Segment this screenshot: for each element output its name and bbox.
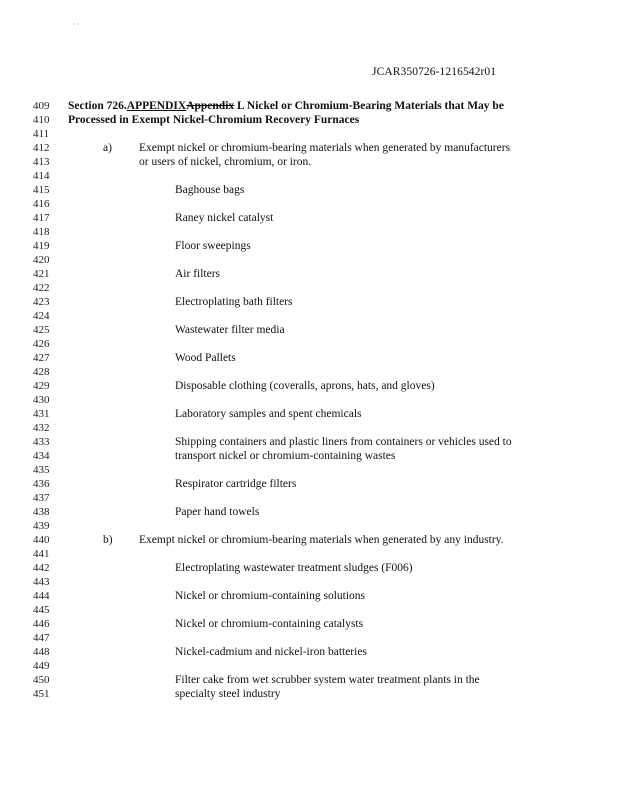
line-number: 420 bbox=[33, 254, 50, 266]
section-title-line2: Processed in Exempt Nickel-Chromium Recovery Furnaces bbox=[68, 114, 360, 126]
line-number: 430 bbox=[33, 394, 50, 406]
line-number: 449 bbox=[33, 660, 50, 672]
list-item: Paper hand towels bbox=[175, 506, 260, 518]
line-number: 439 bbox=[33, 520, 50, 532]
list-item: Raney nickel catalyst bbox=[175, 212, 274, 224]
line-number: 447 bbox=[33, 632, 50, 644]
line-number: 435 bbox=[33, 464, 50, 476]
list-item: Baghouse bags bbox=[175, 184, 245, 196]
list-item-filter-line1: Filter cake from wet scrubber system water treatment plants in the bbox=[175, 674, 480, 686]
line-number: 415 bbox=[33, 184, 50, 196]
line-number: 418 bbox=[33, 226, 50, 238]
line-number: 438 bbox=[33, 506, 50, 518]
section-title bbox=[68, 100, 504, 112]
list-item: Wood Pallets bbox=[175, 352, 236, 364]
section-a-intro-line1: Exempt nickel or chromium-bearing materials when generated by manufacturers bbox=[139, 142, 511, 154]
line-number: 427 bbox=[33, 352, 50, 364]
line-number: 451 bbox=[33, 688, 50, 700]
line-number: 410 bbox=[33, 114, 50, 126]
line-number: 440 bbox=[33, 534, 50, 546]
line-number: 441 bbox=[33, 548, 50, 560]
line-number: 409 bbox=[33, 100, 50, 112]
line-number: 412 bbox=[33, 142, 50, 154]
section-b-label: b) bbox=[103, 534, 113, 546]
list-item: Disposable clothing (coveralls, aprons, hats, and gloves) bbox=[175, 380, 435, 392]
list-item: Wastewater filter media bbox=[175, 324, 285, 336]
list-item: Floor sweepings bbox=[175, 240, 251, 252]
title-line1-rest: L Nickel or Chromium-Bearing Materials that May be bbox=[234, 100, 504, 112]
list-item-shipping-line2: transport nickel or chromium-containing wastes bbox=[175, 450, 396, 462]
line-number: 437 bbox=[33, 492, 50, 504]
line-number: 414 bbox=[33, 170, 50, 182]
line-number: 426 bbox=[33, 338, 50, 350]
line-number: 448 bbox=[33, 646, 50, 658]
line-number: 413 bbox=[33, 156, 50, 168]
line-number: 444 bbox=[33, 590, 50, 602]
appendix-inserted: APPENDIX bbox=[126, 100, 187, 112]
line-number: 428 bbox=[33, 366, 50, 378]
list-item: Nickel or chromium-containing catalysts bbox=[175, 618, 364, 630]
list-item: Air filters bbox=[175, 268, 221, 280]
section-a-label: a) bbox=[103, 142, 112, 154]
line-number: 419 bbox=[33, 240, 50, 252]
line-number: 434 bbox=[33, 450, 50, 462]
line-number: 417 bbox=[33, 212, 50, 224]
line-number: 442 bbox=[33, 562, 50, 574]
line-number: 421 bbox=[33, 268, 50, 280]
list-item: Respirator cartridge filters bbox=[175, 478, 297, 490]
line-number: 416 bbox=[33, 198, 50, 210]
line-number: 425 bbox=[33, 324, 50, 336]
line-number: 432 bbox=[33, 422, 50, 434]
line-number: 436 bbox=[33, 478, 50, 490]
line-number: 433 bbox=[33, 436, 50, 448]
list-item: Laboratory samples and spent chemicals bbox=[175, 408, 362, 420]
appendix-deleted: Appendix bbox=[186, 100, 235, 112]
line-number: 431 bbox=[33, 408, 50, 420]
list-item: Electroplating bath filters bbox=[175, 296, 293, 308]
scan-marks: · · bbox=[72, 20, 80, 29]
section-b-intro: Exempt nickel or chromium-bearing materials when generated by any industry. bbox=[139, 534, 504, 546]
line-number: 423 bbox=[33, 296, 50, 308]
document-id: JCAR350726-1216542r01 bbox=[372, 66, 497, 78]
line-number: 411 bbox=[33, 128, 50, 140]
list-item: Nickel-cadmium and nickel-iron batteries bbox=[175, 646, 367, 658]
line-number: 450 bbox=[33, 674, 50, 686]
line-number: 446 bbox=[33, 618, 50, 630]
list-item-filter-line2: specialty steel industry bbox=[175, 688, 281, 700]
list-item: Nickel or chromium-containing solutions bbox=[175, 590, 366, 602]
list-item-shipping-line1: Shipping containers and plastic liners from containers or vehicles used to bbox=[175, 436, 512, 448]
line-number: 445 bbox=[33, 604, 50, 616]
line-number: 429 bbox=[33, 380, 50, 392]
section-a-intro-line2: or users of nickel, chromium, or iron. bbox=[139, 156, 312, 168]
list-item: Electroplating wastewater treatment sludges (F006) bbox=[175, 562, 413, 574]
line-number: 443 bbox=[33, 576, 50, 588]
section-number: Section 726. bbox=[68, 100, 127, 112]
line-number: 422 bbox=[33, 282, 50, 294]
line-number: 424 bbox=[33, 310, 50, 322]
